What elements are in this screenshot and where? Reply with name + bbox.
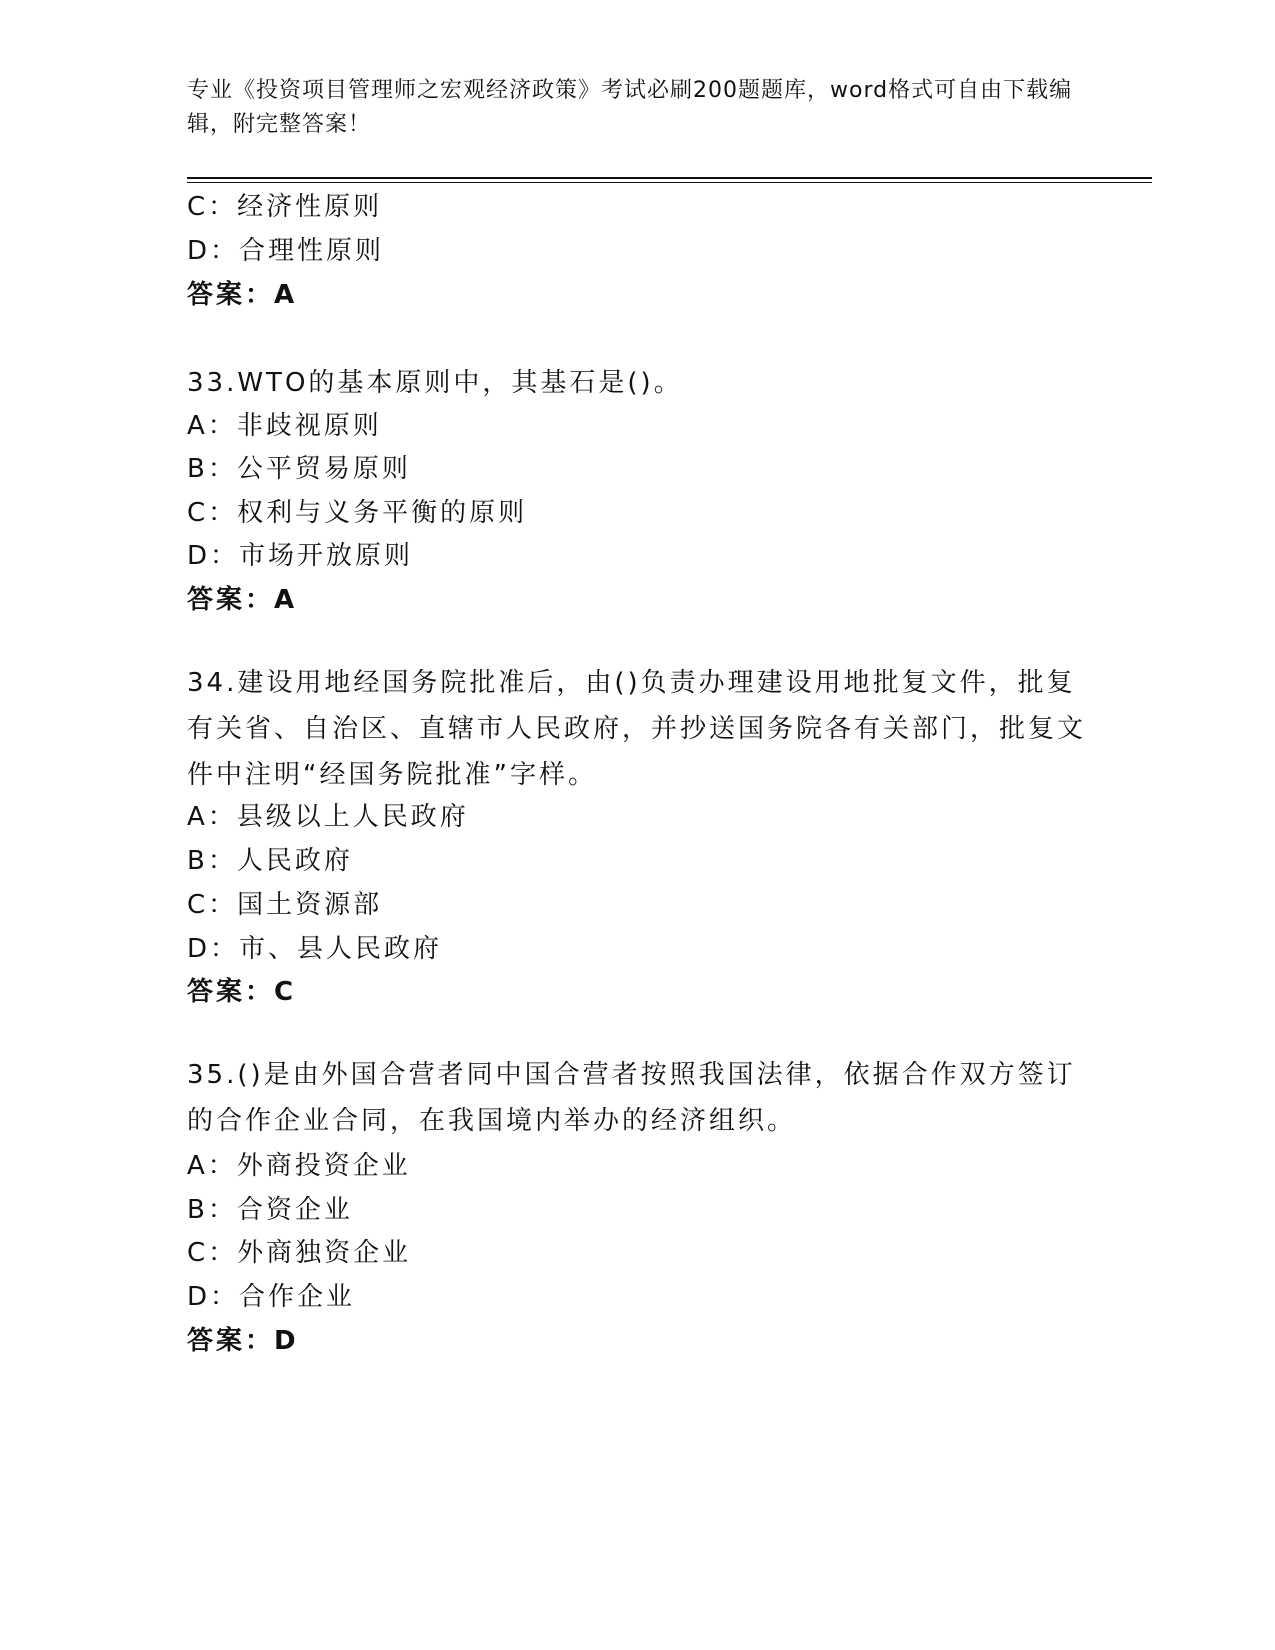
option-text: 县级以上人民政府 xyxy=(236,802,469,832)
option-label: B： xyxy=(187,846,237,876)
answer: 答案：C xyxy=(187,977,297,1007)
option-label: D： xyxy=(187,934,240,964)
option-label: D： xyxy=(187,541,240,571)
option-label: A： xyxy=(187,1151,237,1181)
option-label: C： xyxy=(187,192,238,222)
option-b xyxy=(187,1189,353,1226)
option-text: 权利与义务平衡的原则 xyxy=(237,498,528,528)
option-text: 外商独资企业 xyxy=(237,1238,412,1268)
option-text: 市场开放原则 xyxy=(239,541,414,571)
option-b xyxy=(187,448,411,485)
option-text: 人民政府 xyxy=(236,846,353,876)
option-label: C： xyxy=(187,1238,238,1268)
document-header: 专业《投资项目管理师之宏观经济政策》考试必刷200题题库，word格式可自由下载编辑，附完整答案！ xyxy=(187,78,1073,137)
option-text: 合资企业 xyxy=(236,1195,353,1225)
answer: 答案：A xyxy=(187,280,298,310)
option-text: 合作企业 xyxy=(239,1282,356,1312)
option-label: D： xyxy=(187,1282,240,1312)
option-text: 外商投资企业 xyxy=(236,1151,411,1181)
option-d xyxy=(187,230,384,267)
option-label: A： xyxy=(187,802,237,832)
option-c xyxy=(187,492,527,529)
option-d xyxy=(187,928,442,965)
question-stem: 35.()是由外国合营者同中国合营者按照我国法律，依据合作双方签订的合作企业合同，在我国境内举办的经济组织。 xyxy=(187,1060,1076,1136)
option-label: B： xyxy=(187,454,237,484)
option-text: 非歧视原则 xyxy=(236,411,382,441)
header-divider-thick xyxy=(187,177,1152,179)
option-c xyxy=(187,186,382,223)
option-label: C： xyxy=(187,890,238,920)
option-a xyxy=(187,1145,411,1182)
option-label: B： xyxy=(187,1195,237,1225)
option-b xyxy=(187,840,353,877)
option-label: A： xyxy=(187,411,237,441)
option-d xyxy=(187,1276,355,1313)
option-text: 市、县人民政府 xyxy=(239,934,443,964)
answer: 答案：A xyxy=(187,585,298,615)
option-label: D： xyxy=(187,236,240,266)
option-c xyxy=(187,884,382,921)
option-text: 合理性原则 xyxy=(239,236,385,266)
option-text: 经济性原则 xyxy=(237,192,383,222)
option-a xyxy=(187,405,382,442)
header-divider-thin xyxy=(187,182,1152,183)
question-stem: 33.WTO的基本原则中，其基石是()。 xyxy=(187,368,683,398)
option-label: C： xyxy=(187,498,238,528)
option-a xyxy=(187,796,469,833)
option-text: 公平贸易原则 xyxy=(236,454,411,484)
option-c xyxy=(187,1232,411,1269)
question-stem: 34.建设用地经国务院批准后，由()负责办理建设用地批复文件，批复有关省、自治区、直辖市人民政府，并抄送国务院各有关部门，批复文件中注明“经国务院批准”字样。 xyxy=(187,668,1087,790)
option-text: 国土资源部 xyxy=(237,890,383,920)
answer: 答案：D xyxy=(187,1326,299,1356)
option-d xyxy=(187,535,413,572)
